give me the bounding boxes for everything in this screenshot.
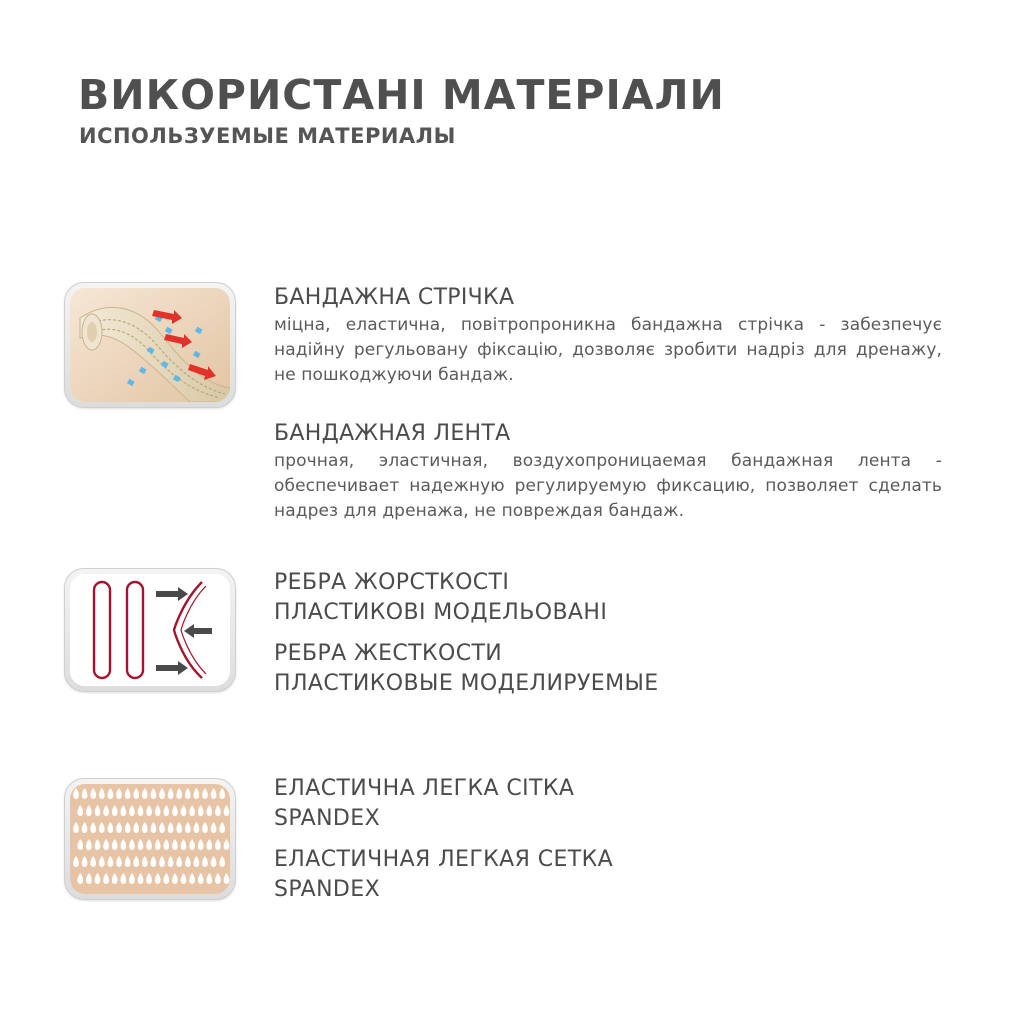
bandage-tape-title-ru: БАНДАЖНАЯ ЛЕНТА: [274, 421, 511, 446]
ribs-subtitle-ru: ПЛАСТИКОВЫЕ МОДЕЛИРУЕМЫЕ: [274, 671, 659, 696]
page-subtitle: ИСПОЛЬЗУЕМЫЕ МАТЕРИАЛЫ: [79, 124, 456, 148]
stiffening-ribs-illustration: [70, 574, 230, 686]
material-bandage-tape: [274, 283, 942, 524]
bandage-tape-illustration: [70, 288, 230, 402]
stiffening-ribs-icon: [64, 568, 236, 692]
page-title: ВИКОРИСТАНІ МАТЕРІАЛИ: [78, 71, 725, 119]
ribs-title-uk: РЕБРА ЖОРСТКОСТІ: [274, 570, 510, 595]
ribs-title-ru: РЕБРА ЖЕСТКОСТИ: [274, 641, 503, 666]
mesh-title-uk: ЕЛАСТИЧНА ЛЕГКА СІТКА: [274, 776, 575, 801]
mesh-title-ru: ЕЛАСТИЧНАЯ ЛЕГКАЯ СЕТКА: [274, 847, 614, 872]
bandage-tape-description-uk: міцна, еластична, повітропроникна бандажна стрічка - забезпечує надійну регульовану фіксацію, дозволяє зробити надріз для дренажу, не пошкоджуючи бандаж.: [274, 315, 942, 385]
mesh-subtitle-ru: SPANDEX: [274, 877, 381, 902]
mesh-fabric-illustration: [70, 784, 230, 894]
ribs-subtitle-uk: ПЛАСТИКОВІ МОДЕЛЬОВАНІ: [274, 600, 608, 625]
bandage-tape-title-uk: БАНДАЖНА СТРІЧКА: [274, 285, 515, 310]
material-stiffening-ribs: [274, 568, 942, 699]
mesh-subtitle-uk: SPANDEX: [274, 806, 381, 831]
bandage-tape-description-ru: прочная, эластичная, воздухопроницаемая бандажная лента - обеспечивает надежную регулируемую фиксацию, позволяет сделать надрез для дренажа, не повреждая бандаж.: [274, 451, 942, 521]
material-mesh: [274, 774, 942, 905]
bandage-tape-icon: [64, 282, 236, 408]
mesh-fabric-icon: [64, 778, 236, 900]
